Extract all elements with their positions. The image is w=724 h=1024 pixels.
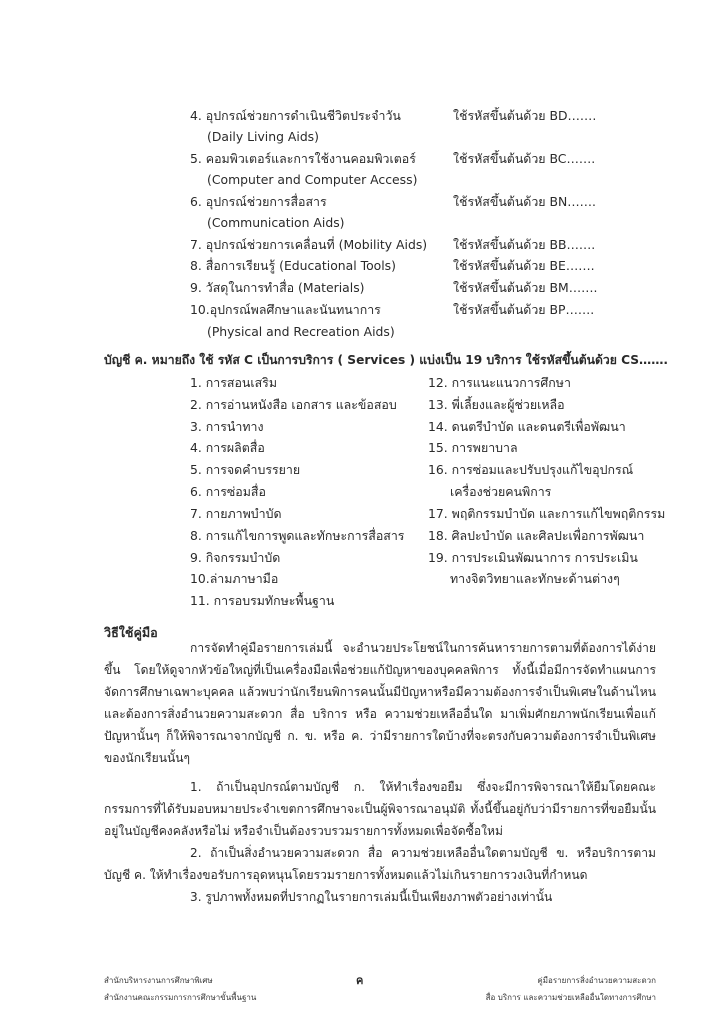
item-number: 5. [190, 462, 202, 477]
item-number: 8. [190, 258, 202, 273]
list-item [428, 527, 644, 544]
usage-heading: วิธีใช้คู่มือ [104, 625, 158, 640]
item-text: อุปกรณ์ช่วยการดำเนินชีวิตประจำวัน [205, 108, 401, 123]
list-item [428, 439, 518, 456]
item-subtitle: (Daily Living Aids) [207, 129, 319, 144]
item-subtitle: ทางจิตวิทยาและทักษะด้านต่างๆ [450, 571, 620, 586]
item-text: การพยาบาล [451, 440, 518, 455]
item-number: 15. [428, 440, 448, 455]
list-item [190, 483, 266, 500]
item-number: 7. [190, 237, 202, 252]
item-text: อุปกรณ์ช่วยการเคลื่อนที่ (Mobility Aids) [205, 237, 428, 252]
list-item [190, 461, 300, 478]
item-text: การแก้ไขการพูดและทักษะการสื่อสาร [205, 528, 405, 543]
item-number: 1. [190, 375, 202, 390]
item-text: ดนตรีบำบัด และดนตรีเพื่อพัฒนา [451, 419, 626, 434]
item-number: 19. [428, 550, 448, 565]
item-number: 5. [190, 151, 202, 166]
list-item [190, 592, 334, 609]
usage-paragraph: การจัดทำคู่มือรายการเล่มนี้ จะอำนวยประโยชน์ในการค้นหารายการตามที่ต้องการได้ง่ายขึ้น โดยให้ดูจากหัวข้อใหญ่ที่เป็นเครื่องมือเพื่อช่วยแก้ปัญหาของบุคคลพิการ ทั้งนี้เมื่อมีการจัดทำแผนการจัดการศึกษาเฉพาะบุคคล แล้วพบว่านักเรียนพิการคนนั้นมีปัญหาหรือมีความต้องการจำเป็นพิเศษในด้านไหน และต้องการสิ่งอำนวยความสะดวก สื่อ บริการ หรือ ความช่วยเหลืออื่นใด มาเพิ่มศักยภาพนักเรียนเพื่อแก้ปัญหานั้นๆ ก็ให้พิจารณาจากบัญชี ก. ข. หรือ ค. ว่ามีรายการใดบ้างที่จะตรงกับความต้องการจำเป็นพิเศษของนักเรียนนั้นๆ [104, 641, 656, 765]
item-text: วัสดุในการทำสื่อ (Materials) [205, 280, 365, 295]
item-code: ใช้รหัสขึ้นต้นด้วย BM……. [453, 280, 598, 295]
item-code: ใช้รหัสขึ้นต้นด้วย BC……. [453, 151, 596, 166]
item-code: ใช้รหัสขึ้นต้นด้วย BE……. [453, 258, 595, 273]
list-item [428, 549, 638, 566]
footer-right-line1: คู่มือรายการสิ่งอำนวยความสะดวก [537, 976, 656, 985]
list-item [190, 193, 327, 210]
item-text: การผลิตสื่อ [205, 440, 265, 455]
page-number: ค [356, 974, 364, 987]
list-item [428, 374, 571, 391]
list-item [190, 418, 264, 435]
item-text: การแนะแนวการศึกษา [451, 375, 571, 390]
item-number: 2. [190, 397, 202, 412]
item-number: 14. [428, 419, 448, 434]
item-number: 8. [190, 528, 202, 543]
item-number: 7. [190, 506, 202, 521]
item-text: กิจกรรมบำบัด [205, 550, 281, 565]
item-subtitle: เครื่องช่วยคนพิการ [450, 484, 552, 499]
item-number: 11. [190, 593, 210, 608]
item-text: การนำทาง [205, 419, 264, 434]
item-code: ใช้รหัสขึ้นต้นด้วย BB……. [453, 237, 596, 252]
list-item [190, 527, 404, 544]
list-item [190, 150, 416, 167]
item-code: ใช้รหัสขึ้นต้นด้วย BP……. [453, 302, 595, 317]
list-item [190, 301, 381, 318]
item-subtitle: (Computer and Computer Access) [207, 172, 418, 187]
item-text: กายภาพบำบัด [205, 506, 282, 521]
section-c-heading: บัญชี ค. หมายถึง ใช้ รหัส C เป็นการบริการ ( Services ) แบ่งเป็น 19 บริการ ใช้รหัสขึ้นต้นด้วย CS……. [104, 353, 669, 367]
list-item [428, 505, 665, 522]
item-code: ใช้รหัสขึ้นต้นด้วย BN……. [453, 194, 596, 209]
footer-left-line1: สำนักบริหารงานการศึกษาพิเศษ [104, 976, 213, 985]
footer-left-line2: สำนักงานคณะกรรมการการศึกษาขั้นพื้นฐาน [104, 993, 257, 1002]
item-text: การจดคำบรรยาย [205, 462, 301, 477]
item-text: การอบรมทักษะพื้นฐาน [213, 593, 335, 608]
item-subtitle: (Physical and Recreation Aids) [207, 324, 395, 339]
item-text: อุปกรณ์ช่วยการสื่อสาร [205, 194, 327, 209]
list-item [190, 374, 277, 391]
note-1: 1. ถ้าเป็นอุปกรณ์ตามบัญชี ก. ให้ทำเรื่องขอยืม ซึ่งจะมีการพิจารณาให้ยืมโดยคณะกรรมการที่ได้รับมอบหมายประจำเขตการศึกษาจะเป็นผู้พิจารณาอนุมัติ ทั้งนี้ขึ้นอยู่กับว่ามีรายการที่ขอยืมนั้นอยู่ในบัญชีคงคลังหรือไม่ หรือจำเป็นต้องรวบรวมรายการทั้งหมดเพื่อจัดซื้อใหม่ [104, 780, 656, 838]
item-number: 12. [428, 375, 448, 390]
list-item [190, 439, 265, 456]
list-item [428, 461, 633, 478]
item-number: 17. [428, 506, 448, 521]
note-2: 2. ถ้าเป็นสิ่งอำนวยความสะดวก สื่อ ความช่วยเหลืออื่นใดตามบัญชี ข. หรือบริการตามบัญชี ค. ให้ทำเรื่องขอรับการอุดหนุนโดยรวมรายการทั้งหมดแล้วไม่เกินรายการวงเงินที่กำหนด [104, 846, 656, 882]
item-text: พฤติกรรมบำบัด และการแก้ไขพฤติกรรม [451, 506, 666, 521]
item-text: ศิลปะบำบัด และศิลปะเพื่อการพัฒนา [451, 528, 645, 543]
list-item [428, 396, 565, 413]
item-text: พี่เลี้ยงและผู้ช่วยเหลือ [451, 397, 565, 412]
item-number: 10. [190, 302, 210, 317]
item-number: 4. [190, 108, 202, 123]
item-text: การซ่อมและปรับปรุงแก้ไขอุปกรณ์ [451, 462, 634, 477]
item-text: การสอนเสริม [205, 375, 277, 390]
item-subtitle: (Communication Aids) [207, 215, 345, 230]
item-text: ล่ามภาษามือ [209, 571, 279, 586]
list-item [190, 279, 365, 296]
list-item [190, 549, 280, 566]
note-3: 3. รูปภาพทั้งหมดที่ปรากฏในรายการเล่มนี้เป็นเพียงภาพตัวอย่างเท่านั้น [190, 890, 553, 904]
list-item [190, 505, 282, 522]
item-text: การอ่านหนังสือ เอกสาร และข้อสอบ [205, 397, 397, 412]
item-number: 10. [190, 571, 210, 586]
item-text: การประเมินพัฒนาการ การประเมิน [451, 550, 638, 565]
item-text: การซ่อมสื่อ [205, 484, 266, 499]
list-item [190, 107, 401, 124]
item-number: 9. [190, 280, 202, 295]
footer-right-line2: สื่อ บริการ และความช่วยเหลืออื่นใดทางการศึกษา [485, 993, 656, 1002]
item-number: 4. [190, 440, 202, 455]
item-number: 13. [428, 397, 448, 412]
item-text: สื่อการเรียนรู้ (Educational Tools) [205, 258, 396, 273]
list-item [190, 396, 397, 413]
item-text: อุปกรณ์พลศึกษาและนันทนาการ [209, 302, 381, 317]
item-number: 16. [428, 462, 448, 477]
list-item [428, 418, 626, 435]
item-text: คอมพิวเตอร์และการใช้งานคอมพิวเตอร์ [205, 151, 416, 166]
item-number: 6. [190, 194, 202, 209]
list-item [190, 257, 396, 274]
item-code: ใช้รหัสขึ้นต้นด้วย BD……. [453, 108, 597, 123]
item-number: 18. [428, 528, 448, 543]
item-number: 3. [190, 419, 202, 434]
list-item [190, 570, 278, 587]
item-number: 6. [190, 484, 202, 499]
list-item [190, 236, 427, 253]
item-number: 9. [190, 550, 202, 565]
